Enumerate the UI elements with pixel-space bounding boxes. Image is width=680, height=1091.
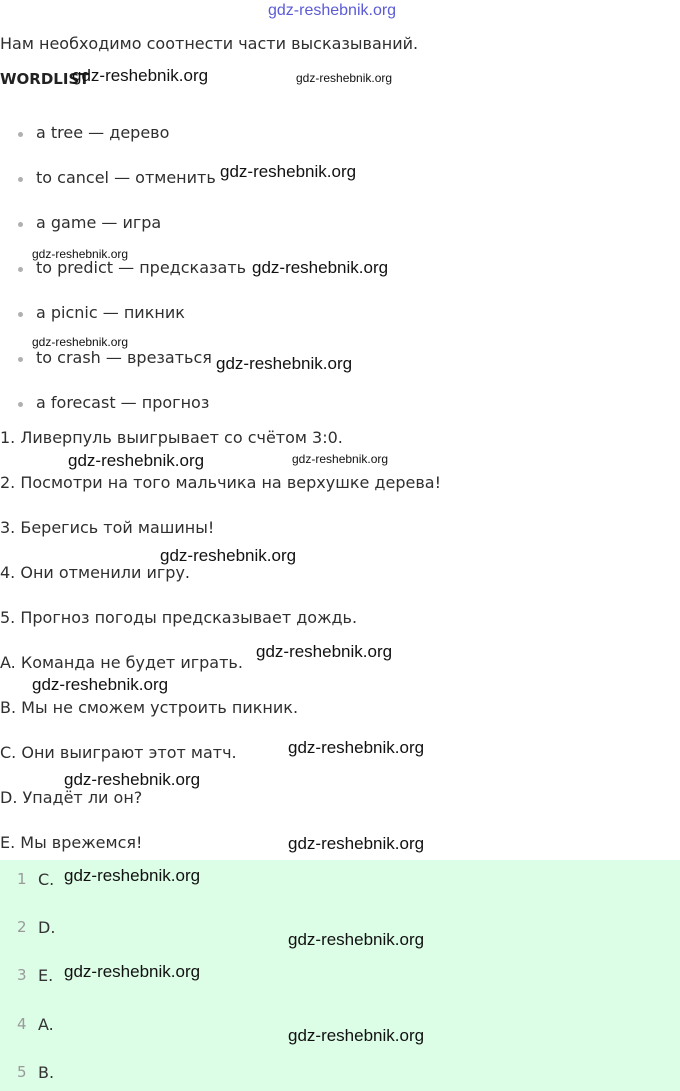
wordlist-item: to crash — врезаться bbox=[36, 348, 212, 367]
wordlist-item: a picnic — пикник bbox=[36, 303, 185, 322]
watermark: gdz-reshebnik.org bbox=[220, 162, 357, 181]
watermark: gdz-reshebnik.org bbox=[252, 258, 389, 277]
watermark: gdz-reshebnik.org bbox=[288, 930, 425, 949]
wordlist-item: to cancel — отменить bbox=[36, 168, 216, 187]
watermark: gdz-reshebnik.org bbox=[288, 1026, 425, 1045]
bullet-icon bbox=[18, 267, 23, 272]
intro-text: Нам необходимо соотнести части высказываний. bbox=[0, 34, 419, 53]
watermark: gdz-reshebnik.org bbox=[72, 66, 209, 85]
watermark: gdz-reshebnik.org bbox=[68, 451, 205, 470]
watermark: gdz-reshebnik.org bbox=[32, 247, 129, 261]
option-item: A. Команда не будет играть. bbox=[0, 653, 243, 672]
watermark: gdz-reshebnik.org bbox=[160, 546, 297, 565]
answer-number: 3 bbox=[17, 966, 27, 984]
sentence-item: 2. Посмотри на того мальчика на верхушке дерева! bbox=[0, 473, 441, 492]
wordlist-item: a forecast — прогноз bbox=[36, 393, 210, 412]
bullet-icon bbox=[18, 402, 23, 407]
bullet-icon bbox=[18, 177, 23, 182]
watermark: gdz-reshebnik.org bbox=[292, 452, 389, 466]
sentence-item: 4. Они отменили игру. bbox=[0, 563, 190, 582]
answer-number: 1 bbox=[17, 870, 27, 888]
option-item: C. Они выиграют этот матч. bbox=[0, 743, 237, 762]
watermark: gdz-reshebnik.org bbox=[64, 962, 201, 981]
wordlist-title: WORDLIST bbox=[0, 70, 90, 88]
watermark: gdz-reshebnik.org bbox=[288, 834, 425, 853]
watermark: gdz-reshebnik.org bbox=[64, 770, 201, 789]
watermark: gdz-reshebnik.org bbox=[32, 675, 169, 694]
answer-number: 2 bbox=[17, 918, 27, 936]
answer-number: 5 bbox=[17, 1063, 27, 1081]
watermark-top: gdz-reshebnik.org bbox=[268, 2, 397, 19]
bullet-icon bbox=[18, 357, 23, 362]
watermark: gdz-reshebnik.org bbox=[64, 866, 201, 885]
answer-number: 4 bbox=[17, 1015, 27, 1033]
option-item: E. Мы врежемся! bbox=[0, 833, 143, 852]
wordlist-item: a game — игра bbox=[36, 213, 162, 232]
option-item: B. Мы не сможем устроить пикник. bbox=[0, 698, 299, 717]
watermark: gdz-reshebnik.org bbox=[256, 642, 393, 661]
watermark: gdz-reshebnik.org bbox=[288, 738, 425, 757]
answer-letter: C. bbox=[38, 870, 55, 889]
bullet-icon bbox=[18, 222, 23, 227]
watermark: gdz-reshebnik.org bbox=[32, 335, 129, 349]
wordlist-item: to predict — предсказать bbox=[36, 258, 247, 277]
sentence-item: 5. Прогноз погоды предсказывает дождь. bbox=[0, 608, 358, 627]
answer-letter: D. bbox=[38, 918, 56, 937]
answer-letter: E. bbox=[38, 966, 54, 985]
bullet-icon bbox=[18, 132, 23, 137]
watermark: gdz-reshebnik.org bbox=[216, 354, 353, 373]
answer-letter: B. bbox=[38, 1063, 55, 1082]
bullet-icon bbox=[18, 312, 23, 317]
watermark: gdz-reshebnik.org bbox=[296, 71, 393, 85]
option-item: D. Упадёт ли он? bbox=[0, 788, 143, 807]
sentence-item: 3. Берегись той машины! bbox=[0, 518, 215, 537]
answer-letter: A. bbox=[38, 1015, 54, 1034]
wordlist-item: a tree — дерево bbox=[36, 123, 170, 142]
sentence-item: 1. Ливерпуль выигрывает со счётом 3:0. bbox=[0, 428, 343, 447]
